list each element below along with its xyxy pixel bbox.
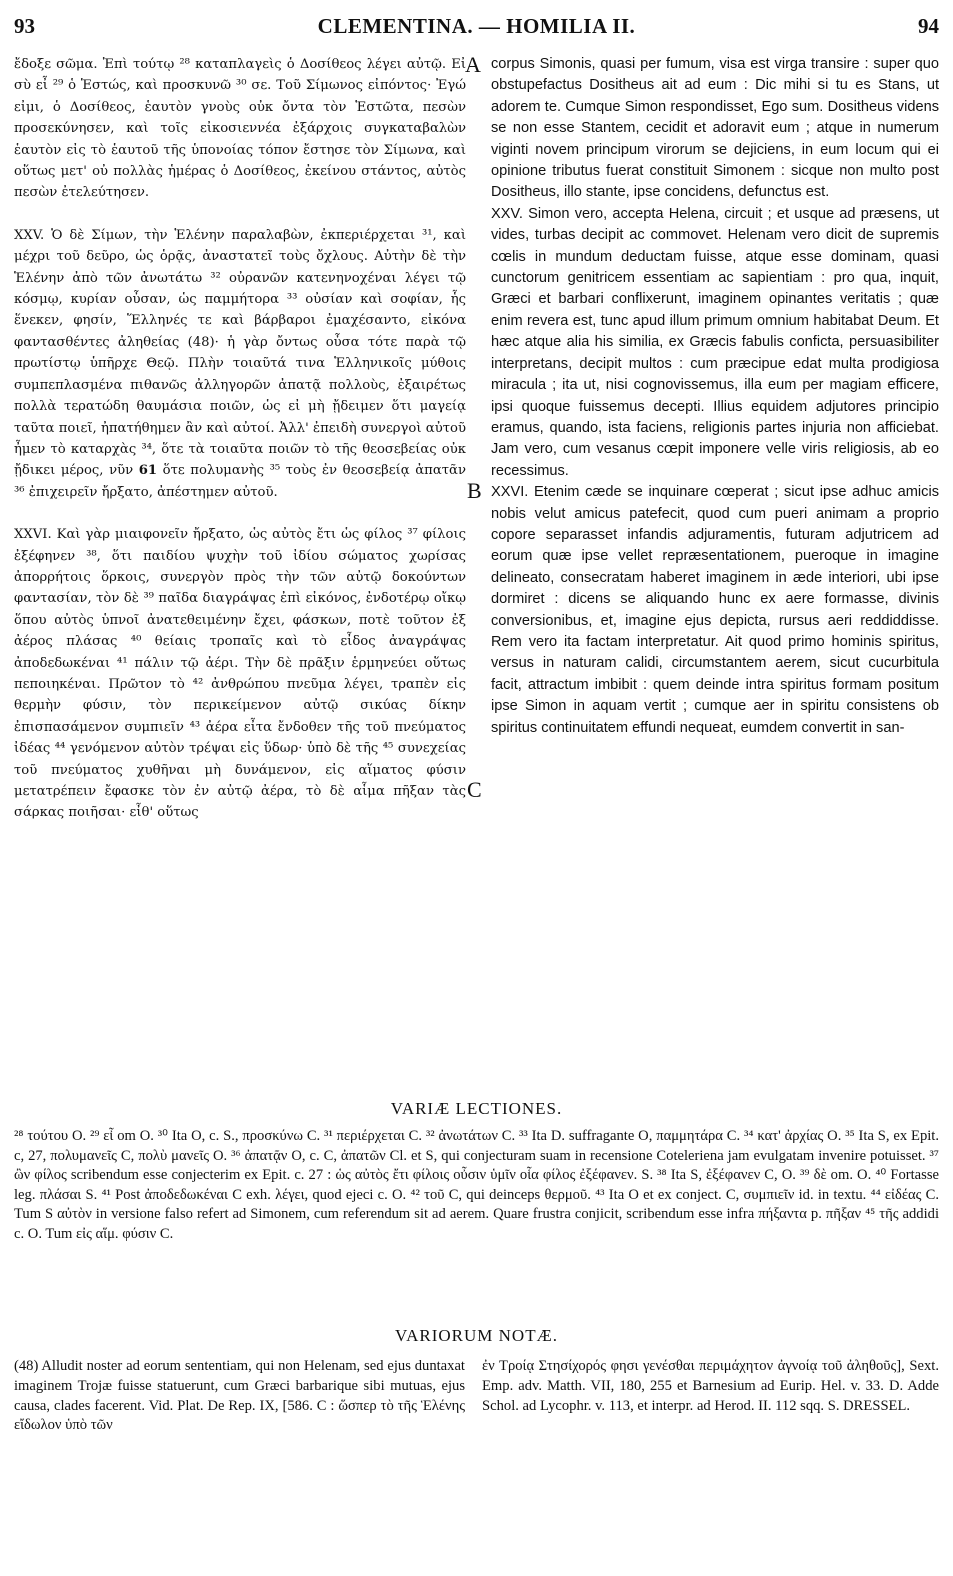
page-number-left: 93 [14,14,35,38]
greek-text: XXV. Ὁ δὲ Σίμων, τὴν Ἑλένην παραλαβὼν, ἐκπεριέρχεται ³¹, καὶ μέχρι τοῦ δεῦρο, ὡς ὁρᾷς, ἀναστατεῖ τοὺς ὄχλους. Αὐτὴν δὲ τὴν Ἑλένην ἀπὸ τῶν ἀνωτάτω ³² οὐρανῶν κατενηνοχέναι λέγει τῷ κόσμῳ, κυρίαν οὖσαν, ὡς παμμήτορα ³³ οὐσίαν καὶ σοφίαν, ἧς ἕνεκεν, φησίν, Ἕλληνές τε καὶ βάρβαροι ἐμαχέσαντο, εἰκόνα φαντασθέντες ἀληθείας (48)· ἡ γὰρ ὄντως οὖσα τότε παρὰ τῷ πρωτίστῳ ὑπῆρχε Θεῷ. Πλὴν τοιαῦτά τινα Ἑλληνικοῖς μύθοις συμπεπλασμένα πιθανῶς ἀλληγορῶν ἀπατᾷ πολλοὺς, ἐξαιρέτως πολλὰ τερατώδη θαυμάσια ποιῶν, ὡς εἰ μὴ ᾔδειμεν ὅτι μαγείᾳ ταῦτα ποιεῖ, ἠπατήθημεν ἂν καὶ αὐτοί. Ἀλλ' ἐπειδὴ συνεργοὶ αὐτοῦ ἦμεν τὸ καταρχὰς ³⁴, ὅτε τὰ τοιαῦτα ποιῶν τὸ τῆς θεοσεβείας οὐκ ᾔδικει μέρος, νῦν [14,227,466,479]
greek-paragraph: XXVI. Καὶ γὰρ μιαιφονεῖν ἤρξατο, ὡς αὐτὸς ἔτι ὡς φίλος ³⁷ φίλοις ἐξέφηνεν ³⁸, ὅτι παιδίου ψυχὴν τοῦ ἰδίου σώματος χωρίσας ἀπορρήτοις ὅρκοις, συνεργὸν πρὸς τὴν τῶν αὐτῷ δοκούντων φαντασίαν, τὸν δὲ ³⁹ παῖδα διαγράψας ἐπὶ εἰκόνος, ἐνδοτέρῳ οἴκῳ ὅπου αὐτὸς ὑπνοῖ ἀνατεθειμένην ἔχει, φάσκων, ποτὲ τοῦτον ἐξ ἀέρος πλάσας ⁴⁰ θείαις τροπαῖς καὶ τὸ εἶδος ἀναγράψας ἀποδεδωκέναι ⁴¹ πάλιν τῷ ἀέρι. Τὴν δὲ πρᾶξιν ἑρμηνεύει οὕτως πεποιηκέναι. Πρῶτον τὸ ⁴² ἀνθρώπου πνεῦμα λέγει, τραπὲν εἰς θερμὴν φύσιν, τὸν περικείμενον αὐτῷ σικύας δίκην ἐπισπασάμενον συμπιεῖν ⁴³ ἀέρα εἶτα ἔνδοθεν τῆς τοῦ πνεύματος ἰδέας ⁴⁴ γενόμενον αὐτὸν τρέψαι εἰς ὕδωρ· ὑπὸ δὲ τῆς ⁴⁵ συνεχείας τοῦ πνεύματος χυθῆναι μὴ δυνάμενον, εἰς αἵματος φύσιν μετατρέπειν ἔφασκε τὸν ἐν αὐτῷ ἀέρα, τὸ δὲ αἷμα πῆξαν τὰς σάρκας ποιῆσαι· εἶθ' οὕτως [14,527,466,821]
greek-column [14,54,466,824]
latin-paragraph: XXVI. Etenim cæde se inquinare cœperat ; sicut ipse adhuc amicis nobis velut amicus patefecit, quod cum pueri animam a proprio copore separasset infandis adjuramentis, futuram adjutricem ad eorum quæ ipse vellet repræsentationem, pueroque in imagine delineato, consecratam haberet imaginem in æde interiori, ubi ipse dormiret : dicens se aliquando hunc ex aere formasse, divinis conversionibus, et, imagine ejus depicta, rursus aeri reddiddisse. Rem vero ita factam interpretatur. Ait quod primo hominis spiritus, versus in naturam calidi, circumstantem aerem, sicut cucurbitula facit, attractum imbibit : quem deinde intra spiritus formam positum ipse Simon in aquam vertit ; cumque aer in spiritu consistens ob spiritus continuitatem effundi nequeat, eumdem convertit in san- [491,484,939,736]
latin-paragraph: XXV. Simon vero, accepta Helena, circuit ; et usque ad præsens, ut vides, turbas decipit ac commovet. Helenam vero dicit de supremis cœlis in mundum deductam fuisse, atque esse dominam, quasi cunctorum genitricem essentiam ac sapientiam : pro qua, inquit, Græci et barbari conflixerunt, imaginem opinantes veritatis ; quæ enim revera est, tunc apud illum primum omnium habitabat Deum. Et hæc atque alia his similia, ex Græcis fabulis conficta, persuasibiliter interpretans, decipit multos : cum præcipue edat multa prodigiosa miracula ; ita ut, nisi cognovissemus, illa eum per magiam efficere, ipsi quoque fuissemus decepti. Illius equidem adjutores principio eramus, quando, ista faciens, religionis partes injuria non afficiebat. Jam vero, cum vesanus cœpit imponere velle viris religiosis, ab eo recessimus. [491,205,939,479]
note-left-column: (48) Alludit noster ad eorum sententiam, qui non Helenam, sed ejus duntaxat imaginem Trojæ fuisse statuerunt, cum Græci barbarique sibi mutuas, ejus causa, clades facerent. Vid. Plat. De Rep. IX, [586. C : ὥσπερ τὸ τῆς Ἑλένης εἴδωλον ὑπὸ τῶν [14,1358,465,1434]
greek-paragraph: ἔδοξε σῶμα. Ἐπὶ τούτῳ ²⁸ καταπλαγεὶς ὁ Δοσίθεος λέγει αὐτῷ. Εἰ σὺ εἶ ²⁹ ὁ Ἑστώς, καὶ προσκυνῶ ³⁰ σε. Τοῦ Σίμωνος εἰπόντος· Ἐγώ εἰμι, ὁ Δοσίθεος, ἑαυτὸν γνοὺς οὐκ ὄντα τὸν Ἑστῶτα, πεσὼν προσεκύνησεν, καὶ τοῖς εἰκοσιεννέα ἐξάρχοις συγκαταβαλὼν ἑαυτὸν εἰς τὸ ἑαυτοῦ τῆς ὑπονοίας τόπον ἔστησε τὸν Σίμωνα, καὶ οὕτως μετ' οὐ πολλὰς ἡμέρας ὁ Δοσίθεος, ἐκείνου στάντος, αὐτὸς πεσὼν ἐτελεύτησεν. [14,57,466,201]
variae-lectiones-heading: VARIÆ LECTIONES. [390,1099,563,1118]
margin-letter-c: C [467,777,482,802]
latin-column [491,54,939,739]
margin-letter-b: B [467,478,482,503]
column-number: 61 [138,463,158,479]
latin-paragraph: corpus Simonis, quasi per fumum, visa est virga transire : super quo obstupefactus Dositheus ait ad eum : Dic mihi si tu es Stans, ut adorem te. Cumque Simon respondisset, Ego sum. Dositheus videns se non esse Stantem, cecidit et adoravit eum ; atque in numerum viginti novem principum virorum se dejiciens, in eum locum qui ei opinione tributus fuerat constituit Simonem : sicque non multo post Dositheus, illo stante, ipse concidens, defunctus est. [491,56,939,201]
running-title: CLEMENTINA. — HOMILIA II. [317,14,636,38]
greek-paragraph [14,225,466,503]
variae-lectiones-text: ²⁸ τούτου O. ²⁹ εἶ om O. ³⁰ Ita O, c. S., προσκύνω C. ³¹ περιέρχεται C. ³² ἀνωτάτων C. ³³ Ita D. suffragante O, παμμητάρα C. ³⁴ κατ' ἀρχίας O. ³⁵ Ita S, ex Epit. c, 27, πολυμανεῖς C, πολὺ μανεῖς O. ³⁶ ἀπατᾷν O, c. C, ἀπατῶν Cl. et S, qui conjecturam suam in recensione Coteleriena jam evulgatam invenire potuisset. ³⁷ ὢν φίλος scribendum esse conjecterim ex Epit. c. 27 : ὡς αὐτὸς ἔτι φίλοις οὖσιν ὑμῖν οἷα φίλος ἐξέφανεν. S. ³⁸ Ita S, ἐξέφανεν C, O. ³⁹ δὲ om. O. ⁴⁰ Fortasse leg. πλάσαι S. ⁴¹ Post ἀποδεδωκέναι C exh. λέγει, quod ejeci c. O. ⁴² τοῦ C, qui deinceps θερμοῦ. ⁴³ Ita O et ex conject. C, συμπιεῖν id. in textu. ⁴⁴ εἰδέας C. Tum S αὐτὸν in versione falso refert ad Simonem, cum referendum sit ad aerem. Quare frustra conjicit, scribendum esse infra πήξαντα p. πῆξαν ⁴⁵ τῆς addidi c. O. Tum εἰς αἵμ. φύσιν C. [14,1128,939,1242]
running-header [14,14,939,44]
page-number-right: 94 [918,14,939,38]
note-right-column: ἐν Τροίᾳ Στησίχορός φησι γενέσθαι περιμάχητον ἀγνοίᾳ τοῦ ἀληθοῦς], Sext. Emp. adv. Matth. VII, 180, 255 et Barnesium ad Eurip. Hel. v. 33. D. Adde Schol. ad Lycophr. v. 113, et interpr. ad Herod. II. 112 sqq. S. DRESSEL. [482,1358,939,1414]
variorum-notae-heading: VARIORUM NOTÆ. [395,1326,558,1345]
greek-text: ὅτε πολυμανὴς ³⁵ τοὺς ἐν θεοσεβείᾳ ἀπατᾶν ³⁶ ἐπιχειρεῖν ἤρξατο, ἀπέστημεν αὐτοῦ. [14,463,466,500]
margin-letter-a: A [465,52,481,77]
